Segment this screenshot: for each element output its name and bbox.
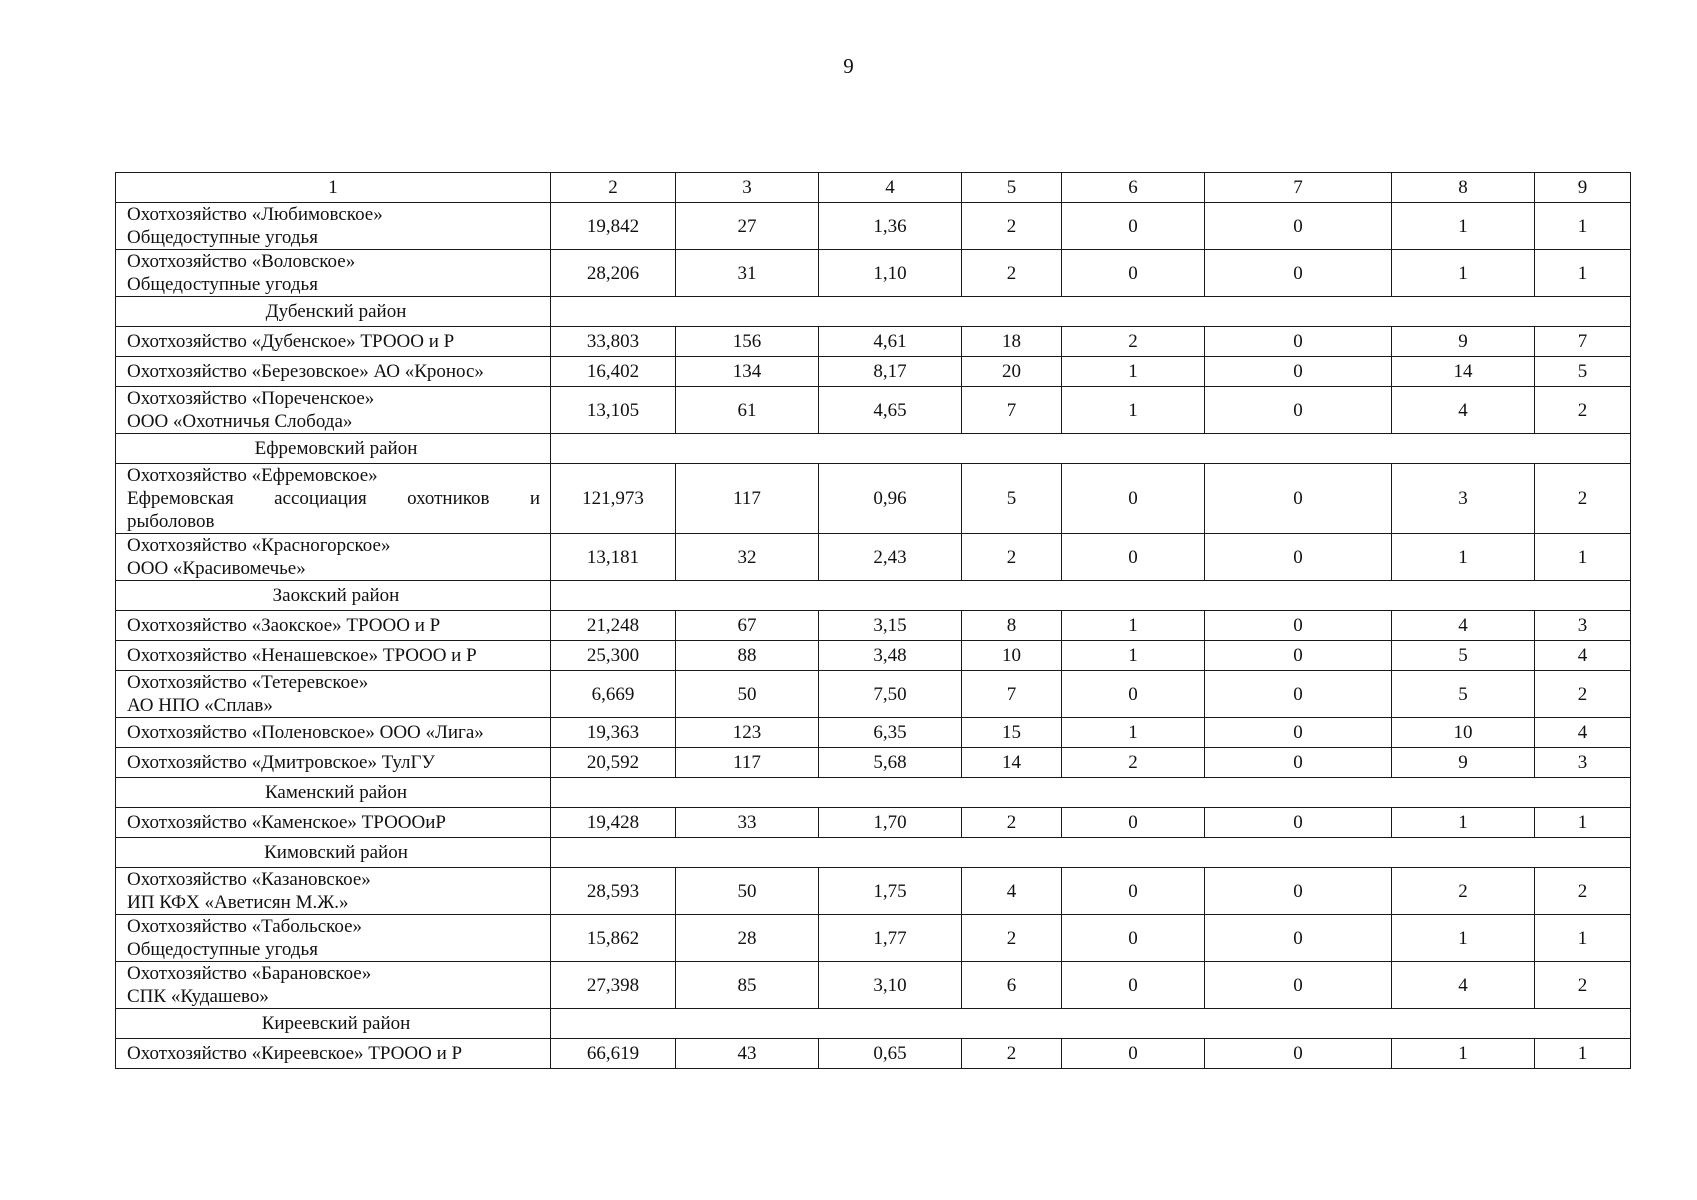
value-cell: 15,862 — [551, 915, 676, 962]
value-cell: 156 — [676, 327, 819, 357]
farm-name-line: Охотхозяйство «Ефремовское» — [127, 465, 378, 486]
value-cell: 2 — [1535, 387, 1631, 434]
value-cell: 33 — [676, 808, 819, 838]
value-cell: 0 — [1062, 1039, 1205, 1069]
value-cell: 13,181 — [551, 534, 676, 581]
value-cell: 50 — [676, 671, 819, 718]
value-cell: 2 — [962, 808, 1062, 838]
value-cell: 28,593 — [551, 868, 676, 915]
farm-name-line: Охотхозяйство «Воловское» — [127, 251, 356, 272]
farm-name-line: Охотхозяйство «Березовское» АО «Кронос» — [127, 361, 484, 382]
district-row — [116, 434, 1631, 464]
value-cell: 19,428 — [551, 808, 676, 838]
column-number-header: 3 — [676, 173, 819, 203]
value-cell: 2 — [1535, 464, 1631, 534]
district-name: Ефремовский район — [254, 438, 418, 459]
value-cell: 32 — [676, 534, 819, 581]
column-number-header: 4 — [819, 173, 962, 203]
value-cell: 1 — [1392, 1039, 1535, 1069]
hunting-farms-table — [115, 172, 1631, 1069]
table-row — [116, 357, 1631, 387]
value-cell: 2 — [962, 203, 1062, 250]
farm-name-line: Общедоступные угодья — [127, 274, 318, 295]
column-number-header: 8 — [1392, 173, 1535, 203]
value-cell: 67 — [676, 611, 819, 641]
value-cell: 0 — [1062, 534, 1205, 581]
value-cell: 2 — [1062, 748, 1205, 778]
value-cell: 0 — [1205, 915, 1392, 962]
value-cell: 33,803 — [551, 327, 676, 357]
value-cell: 0 — [1205, 203, 1392, 250]
value-cell: 2 — [962, 534, 1062, 581]
value-cell: 19,842 — [551, 203, 676, 250]
district-name-cell — [116, 297, 551, 327]
value-cell: 2 — [1392, 868, 1535, 915]
value-cell: 0 — [1062, 962, 1205, 1009]
value-cell: 27 — [676, 203, 819, 250]
value-cell: 2 — [962, 250, 1062, 297]
value-cell: 0,96 — [819, 464, 962, 534]
value-cell: 0 — [1205, 962, 1392, 1009]
value-cell: 1 — [1062, 641, 1205, 671]
value-cell: 19,363 — [551, 718, 676, 748]
farm-name-cell — [116, 611, 551, 641]
farm-name-cell — [116, 327, 551, 357]
value-cell: 0 — [1205, 464, 1392, 534]
value-cell: 4 — [1392, 962, 1535, 1009]
value-cell: 0,65 — [819, 1039, 962, 1069]
table-row — [116, 1039, 1631, 1069]
value-cell: 14 — [962, 748, 1062, 778]
value-cell: 117 — [676, 748, 819, 778]
value-cell: 7 — [962, 387, 1062, 434]
value-cell: 1 — [1062, 387, 1205, 434]
farm-name-cell — [116, 808, 551, 838]
district-empty-cell — [551, 778, 1631, 808]
farm-name-cell — [116, 387, 551, 434]
farm-name-line: Охотхозяйство «Киреевское» ТРООО и Р — [127, 1043, 463, 1064]
farm-name-line: Охотхозяйство «Ненашевское» ТРООО и Р — [127, 645, 477, 666]
farm-name-cell — [116, 671, 551, 718]
farm-name-cell — [116, 1039, 551, 1069]
farm-name-cell — [116, 250, 551, 297]
table-row — [116, 203, 1631, 250]
farm-name-line: Охотхозяйство «Заокское» ТРООО и Р — [127, 615, 441, 636]
value-cell: 3 — [1392, 464, 1535, 534]
table-body — [116, 173, 1631, 1069]
farm-name-line: Общедоступные угодья — [127, 227, 318, 248]
column-number-header: 5 — [962, 173, 1062, 203]
value-cell: 1 — [1392, 203, 1535, 250]
value-cell: 1 — [1392, 808, 1535, 838]
value-cell: 123 — [676, 718, 819, 748]
district-row — [116, 581, 1631, 611]
table-row — [116, 962, 1631, 1009]
farm-name-cell — [116, 915, 551, 962]
farm-name-line: Охотхозяйство «Дубенское» ТРООО и Р — [127, 331, 455, 352]
value-cell: 1,77 — [819, 915, 962, 962]
value-cell: 134 — [676, 357, 819, 387]
value-cell: 8,17 — [819, 357, 962, 387]
value-cell: 1 — [1535, 808, 1631, 838]
value-cell: 1 — [1535, 250, 1631, 297]
value-cell: 5 — [1392, 641, 1535, 671]
value-cell: 121,973 — [551, 464, 676, 534]
value-cell: 117 — [676, 464, 819, 534]
value-cell: 4 — [1535, 718, 1631, 748]
value-cell: 88 — [676, 641, 819, 671]
value-cell: 0 — [1062, 250, 1205, 297]
value-cell: 5,68 — [819, 748, 962, 778]
value-cell: 6 — [962, 962, 1062, 1009]
value-cell: 28,206 — [551, 250, 676, 297]
farm-name-cell — [116, 203, 551, 250]
value-cell: 0 — [1205, 1039, 1392, 1069]
value-cell: 1 — [1392, 250, 1535, 297]
value-cell: 2 — [1535, 962, 1631, 1009]
column-number-header: 7 — [1205, 173, 1392, 203]
value-cell: 61 — [676, 387, 819, 434]
value-cell: 50 — [676, 868, 819, 915]
value-cell: 1,75 — [819, 868, 962, 915]
district-empty-cell — [551, 581, 1631, 611]
farm-name-line: рыболовов — [127, 511, 215, 532]
value-cell: 0 — [1205, 327, 1392, 357]
value-cell: 14 — [1392, 357, 1535, 387]
value-cell: 21,248 — [551, 611, 676, 641]
value-cell: 2 — [1062, 327, 1205, 357]
table-row — [116, 641, 1631, 671]
value-cell: 28 — [676, 915, 819, 962]
header-row — [116, 173, 1631, 203]
value-cell: 3,48 — [819, 641, 962, 671]
farm-name-line: ИП КФХ «Аветисян М.Ж.» — [127, 892, 349, 913]
farm-name-line: ООО «Охотничья Слобода» — [127, 411, 353, 432]
value-cell: 0 — [1205, 748, 1392, 778]
value-cell: 2 — [1535, 671, 1631, 718]
farm-name-line: Общедоступные угодья — [127, 939, 318, 960]
district-name-cell — [116, 434, 551, 464]
farm-name-line: СПК «Кудашево» — [127, 986, 269, 1007]
value-cell: 31 — [676, 250, 819, 297]
value-cell: 5 — [1535, 357, 1631, 387]
farm-name-line: Охотхозяйство «Барановское» — [127, 963, 372, 984]
table-row — [116, 327, 1631, 357]
value-cell: 0 — [1205, 387, 1392, 434]
value-cell: 4,65 — [819, 387, 962, 434]
table-row — [116, 868, 1631, 915]
value-cell: 5 — [1392, 671, 1535, 718]
value-cell: 1,10 — [819, 250, 962, 297]
table-row — [116, 464, 1631, 534]
value-cell: 3 — [1535, 611, 1631, 641]
table-row — [116, 671, 1631, 718]
value-cell: 0 — [1062, 671, 1205, 718]
district-empty-cell — [551, 297, 1631, 327]
farm-name-line: Охотхозяйство «Красногорское» — [127, 535, 391, 556]
value-cell: 9 — [1392, 748, 1535, 778]
value-cell: 8 — [962, 611, 1062, 641]
value-cell: 10 — [1392, 718, 1535, 748]
farm-name-cell — [116, 718, 551, 748]
table-row — [116, 915, 1631, 962]
district-name-cell — [116, 1009, 551, 1039]
column-number-header: 6 — [1062, 173, 1205, 203]
value-cell: 3 — [1535, 748, 1631, 778]
value-cell: 0 — [1205, 718, 1392, 748]
farm-name-cell — [116, 641, 551, 671]
farm-name-line: Охотхозяйство «Тетеревское» — [127, 672, 369, 693]
district-name: Кимовский район — [264, 842, 408, 863]
farm-name-line: Охотхозяйство «Любимовское» — [127, 204, 383, 225]
value-cell: 27,398 — [551, 962, 676, 1009]
value-cell: 7 — [962, 671, 1062, 718]
value-cell: 0 — [1205, 671, 1392, 718]
district-name-cell — [116, 778, 551, 808]
table-row — [116, 611, 1631, 641]
value-cell: 4,61 — [819, 327, 962, 357]
farm-name-line: Охотхозяйство «Дмитровское» ТулГУ — [127, 752, 435, 773]
district-row — [116, 838, 1631, 868]
value-cell: 66,619 — [551, 1039, 676, 1069]
farm-name-cell — [116, 357, 551, 387]
value-cell: 0 — [1062, 868, 1205, 915]
value-cell: 0 — [1205, 357, 1392, 387]
value-cell: 25,300 — [551, 641, 676, 671]
district-name-cell — [116, 838, 551, 868]
farm-name-line: Охотхозяйство «Пореченское» — [127, 388, 375, 409]
value-cell: 1,36 — [819, 203, 962, 250]
value-cell: 1 — [1062, 611, 1205, 641]
value-cell: 20 — [962, 357, 1062, 387]
value-cell: 15 — [962, 718, 1062, 748]
value-cell: 0 — [1205, 808, 1392, 838]
value-cell: 9 — [1392, 327, 1535, 357]
value-cell: 16,402 — [551, 357, 676, 387]
farm-name-line: Охотхозяйство «Каменское» ТРОООиР — [127, 812, 446, 833]
farm-name-line: Охотхозяйство «Казановское» — [127, 869, 371, 890]
district-name: Киреевский район — [261, 1013, 411, 1034]
value-cell: 0 — [1205, 250, 1392, 297]
value-cell: 3,15 — [819, 611, 962, 641]
value-cell: 1 — [1392, 534, 1535, 581]
value-cell: 3,10 — [819, 962, 962, 1009]
farm-name-cell — [116, 868, 551, 915]
value-cell: 7,50 — [819, 671, 962, 718]
value-cell: 4 — [1535, 641, 1631, 671]
farm-name-cell — [116, 748, 551, 778]
district-empty-cell — [551, 1009, 1631, 1039]
district-row — [116, 778, 1631, 808]
value-cell: 85 — [676, 962, 819, 1009]
district-name-cell — [116, 581, 551, 611]
value-cell: 43 — [676, 1039, 819, 1069]
district-empty-cell — [551, 838, 1631, 868]
value-cell: 1 — [1535, 534, 1631, 581]
farm-name-line: Охотхозяйство «Поленовское» ООО «Лига» — [127, 722, 484, 743]
farm-name-line: Охотхозяйство «Табольское» — [127, 916, 363, 937]
value-cell: 0 — [1062, 915, 1205, 962]
value-cell: 20,592 — [551, 748, 676, 778]
farm-name-line: ООО «Красивомечье» — [127, 558, 306, 579]
value-cell: 4 — [1392, 387, 1535, 434]
value-cell: 0 — [1062, 464, 1205, 534]
column-number-header: 9 — [1535, 173, 1631, 203]
page-number: 9 — [843, 54, 854, 78]
value-cell: 4 — [1392, 611, 1535, 641]
value-cell: 10 — [962, 641, 1062, 671]
value-cell: 2 — [962, 915, 1062, 962]
table-row — [116, 718, 1631, 748]
value-cell: 1 — [1062, 718, 1205, 748]
farm-name-line: АО НПО «Сплав» — [127, 695, 273, 716]
value-cell: 18 — [962, 327, 1062, 357]
value-cell: 7 — [1535, 327, 1631, 357]
district-empty-cell — [551, 434, 1631, 464]
column-number-header: 1 — [116, 173, 551, 203]
value-cell: 6,669 — [551, 671, 676, 718]
district-row — [116, 1009, 1631, 1039]
value-cell: 0 — [1062, 203, 1205, 250]
value-cell: 0 — [1205, 641, 1392, 671]
district-name: Каменский район — [265, 782, 407, 803]
value-cell: 2 — [962, 1039, 1062, 1069]
value-cell: 1 — [1535, 915, 1631, 962]
table-row — [116, 808, 1631, 838]
district-row — [116, 297, 1631, 327]
value-cell: 4 — [962, 868, 1062, 915]
value-cell: 1 — [1062, 357, 1205, 387]
value-cell: 2 — [1535, 868, 1631, 915]
value-cell: 5 — [962, 464, 1062, 534]
farm-name-line: Ефремовская ассоциация охотников и — [127, 488, 540, 509]
value-cell: 1,70 — [819, 808, 962, 838]
farm-name-cell — [116, 962, 551, 1009]
value-cell: 1 — [1392, 915, 1535, 962]
district-name: Заокский район — [272, 585, 400, 606]
value-cell: 0 — [1205, 868, 1392, 915]
table-row — [116, 534, 1631, 581]
district-name: Дубенский район — [265, 301, 407, 322]
column-number-header: 2 — [551, 173, 676, 203]
farm-name-cell — [116, 534, 551, 581]
table-row — [116, 748, 1631, 778]
table-row — [116, 387, 1631, 434]
farm-name-cell — [116, 464, 551, 534]
value-cell: 6,35 — [819, 718, 962, 748]
value-cell: 0 — [1205, 611, 1392, 641]
value-cell: 0 — [1205, 534, 1392, 581]
table-row — [116, 250, 1631, 297]
value-cell: 2,43 — [819, 534, 962, 581]
value-cell: 0 — [1062, 808, 1205, 838]
value-cell: 1 — [1535, 203, 1631, 250]
value-cell: 1 — [1535, 1039, 1631, 1069]
value-cell: 13,105 — [551, 387, 676, 434]
